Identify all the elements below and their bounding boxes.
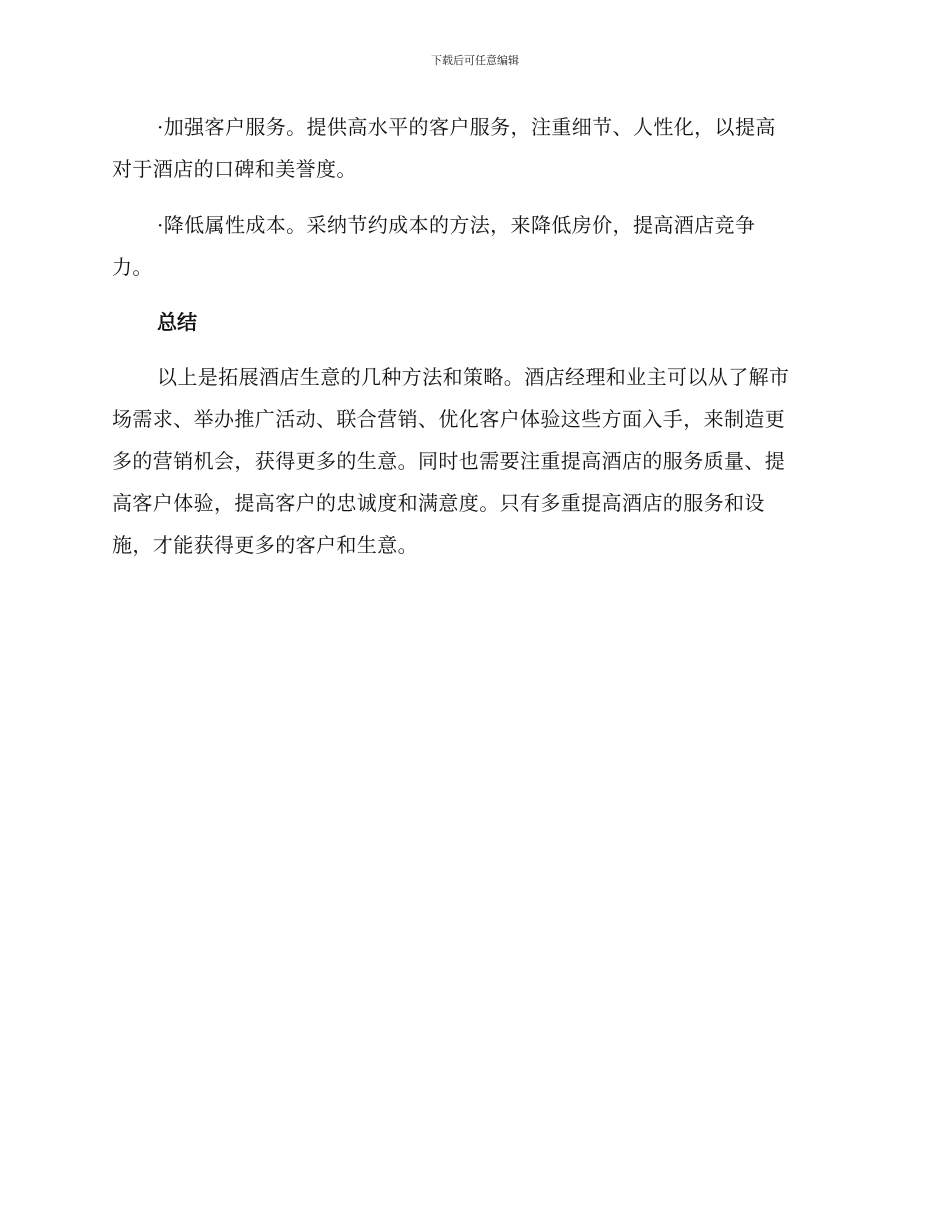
paragraph-line: 对于酒店的口碑和美誉度。 [112,157,357,181]
section-heading-summary: 总结 [157,310,197,334]
paragraph-line: 多的营销机会，获得更多的生意。同时也需要注重提高酒店的服务质量、提 [112,449,786,473]
page-header: 下载后可任意编辑 [431,54,519,67]
summary-paragraph [112,356,789,566]
paragraph-line: 力。 [112,255,153,279]
paragraph-line: 高客户体验，提高客户的忠诚度和满意度。只有多重提高酒店的服务和设 [112,491,765,515]
paragraph-line: 以上是拓展酒店生意的几种方法和策略。酒店经理和业主可以从了解市 [157,365,790,389]
bullet-paragraph-reduce-costs [112,204,755,288]
paragraph-line: 场需求、举办推广活动、联合营销、优化客户体验这些方面入手，来制造更 [112,407,786,431]
bullet-paragraph-customer-service [112,106,776,190]
paragraph-line: ·加强客户服务。提供高水平的客户服务，注重细节、人性化，以提高 [157,115,776,139]
paragraph-line: 施，才能获得更多的客户和生意。 [112,533,418,557]
paragraph-line: ·降低属性成本。采纳节约成本的方法，来降低房价，提高酒店竞争 [157,213,756,237]
